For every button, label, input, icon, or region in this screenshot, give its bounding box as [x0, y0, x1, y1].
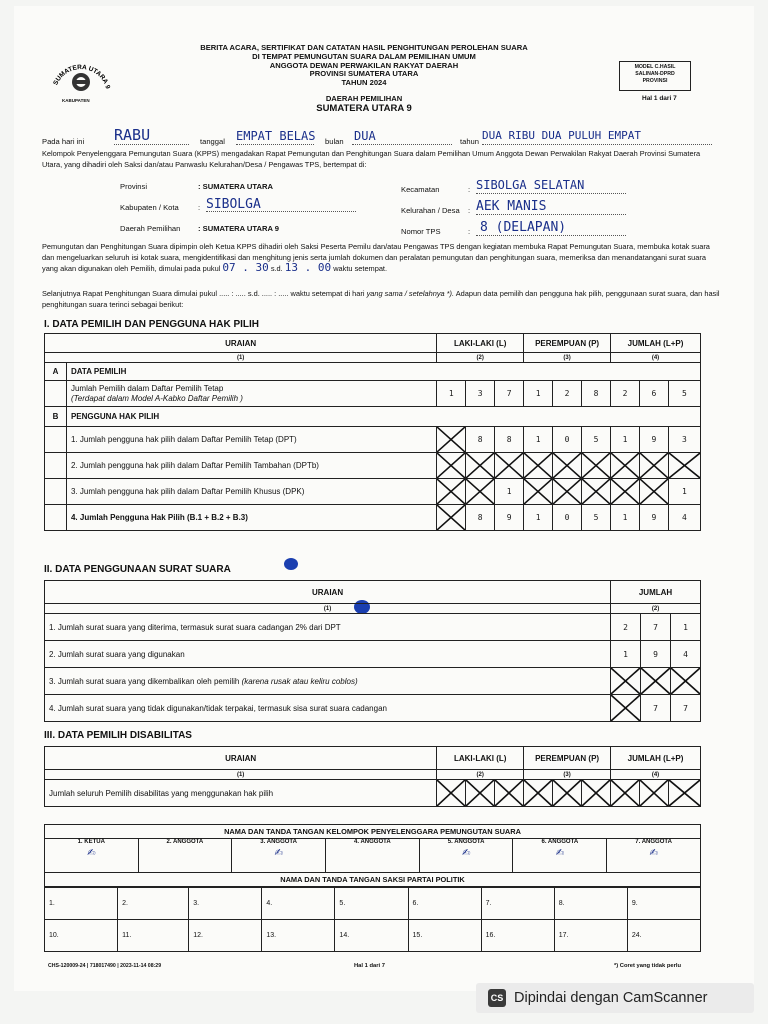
crossed-cell — [466, 479, 495, 505]
crossed-cell — [437, 427, 466, 453]
crossed-cell — [437, 505, 466, 531]
cross-mark-icon — [582, 453, 610, 478]
kpps-signature-row: 1. KETUA ✍ 2. ANGGOTA 3. ANGGOTA ✍ 4. ANGGOTA 5. ANGGOTA ✍ 6. ANGGOTA ✍ 7. ANGGOTA ✍ — [45, 839, 701, 873]
hw-time-end: 13 . 00 — [284, 261, 332, 274]
digit-cell: 9 — [495, 505, 524, 531]
row-ss-4: 4. Jumlah surat suara yang tidak digunakan/tidak terpakai, termasuk sisa surat suara cadangan 7 7 — [45, 695, 701, 722]
digit-cell: 1 — [668, 479, 700, 505]
crossed-cell — [671, 668, 701, 695]
cross-mark-icon — [641, 668, 670, 694]
cross-mark-icon — [553, 453, 581, 478]
page-indicator: Hal 1 dari 7 — [642, 95, 677, 102]
digit-cell: 7 — [641, 695, 671, 722]
hw-kelurahan: AEK MANIS — [476, 199, 547, 214]
digit-cell: 9 — [639, 427, 668, 453]
document-page — [14, 6, 754, 991]
model-box: MODEL C.HASIL SALINAN-DPRD PROVINSI — [619, 61, 691, 91]
cross-mark-icon — [611, 780, 639, 806]
digit-cell: 1 — [611, 427, 640, 453]
crossed-cell — [495, 453, 524, 479]
crossed-cell — [524, 453, 553, 479]
crossed-cell — [524, 780, 553, 807]
digit-cell: 9 — [641, 641, 671, 668]
cross-mark-icon — [669, 780, 700, 806]
row-disabilitas: Jumlah seluruh Pemilih disabilitas yang menggunakan hak pilih — [45, 780, 701, 807]
row-b4: 4. Jumlah Pengguna Hak Pilih (B.1 + B.2 + B.3) 8 9 1 0 5 1 9 4 — [45, 505, 701, 531]
cross-mark-icon — [495, 453, 523, 478]
cross-mark-icon — [466, 479, 494, 504]
digit-cell: 1 — [611, 505, 640, 531]
body-paragraph-1: Pemungutan dan Penghitungan Suara dipimpin oleh Ketua KPPS dihadiri oleh Saksi Peserta Pemilu dan/atau Pengawas TPS dengan kegiatan membuka Rapat Pemungutan Suara, membuka kotak suara dan mengeluarkan seluruh isi kotak suara, mengidentifikasi dan menghitung jenis serta jumlah dokumen dan peralatan pemungutan dan penghitungan suara, memeriksa dan menandatangani surat suara yang akan digunakan oleh Pemilih, dimulai pada pukul 07 . 30 s.d. 13 . 00 waktu setempat. — [42, 242, 710, 274]
crossed-cell — [582, 453, 611, 479]
crossed-cell — [641, 668, 671, 695]
footer-note: *) Coret yang tidak perlu — [614, 963, 681, 969]
cross-mark-icon — [437, 505, 465, 530]
section-3-table: URAIAN LAKI-LAKI (L) PEREMPUAN (P) JUMLAH (L+P) (1) (2) (3) (4) Jumlah seluruh Pemilih disabilitas yang menggunakan hak pilih — [44, 746, 701, 807]
section-2-title: II. DATA PENGGUNAAN SURAT SUARA — [44, 564, 231, 575]
cross-mark-icon — [553, 780, 581, 806]
saksi-table — [44, 887, 701, 952]
digit-cell: 0 — [553, 505, 582, 531]
cross-mark-icon — [524, 453, 552, 478]
cross-mark-icon — [671, 668, 700, 694]
section-2-table: URAIAN JUMLAH (1) (2) 1. Jumlah surat suara yang diterima, termasuk surat suara cadangan 2% dari DPT 2 7 1 2. Jumlah surat suara yang digunakan 1 9 4 3. Jumlah surat suara yang dikembalikan oleh pemilih (karena rusak atau keliru coblos) 4. Jumlah surat suara yang tidak digunakan/tidak terpakai, termasuk sisa surat suara cadangan 7 7 — [44, 580, 701, 722]
crossed-cell — [495, 780, 524, 807]
intro-line: Pada hari ini RABU tanggal EMPAT BELAS bulan DUA tahun DUA RIBU DUA PULUH EMPAT — [42, 130, 722, 148]
digit-cell: 1 — [524, 427, 553, 453]
crossed-cell — [611, 479, 640, 505]
cross-mark-icon — [437, 453, 465, 478]
hw-tahun: DUA RIBU DUA PULUH EMPAT — [482, 129, 641, 142]
crossed-cell — [668, 780, 700, 807]
hw-time-start: 07 . 30 — [222, 261, 269, 274]
hw-kecamatan: SIBOLGA SELATAN — [476, 178, 585, 192]
signature-table: NAMA DAN TANDA TANGAN KELOMPOK PENYELENGGARA PEMUNGUTAN SUARA 1. KETUA ✍ 2. ANGGOTA 3. ANGGOTA ✍ 4. ANGGOTA 5. ANGGOTA ✍ 6. ANGGOTA ✍ 7. ANGGOTA ✍ NAMA DAN TANDA TANGAN SAKSI PARTAI POLITIK — [44, 824, 701, 887]
kpu-logo — [48, 48, 114, 108]
row-b1: 1. Jumlah pengguna hak pilih dalam Daftar Pemilih Tetap (DPT) 8 8 1 0 5 1 9 3 — [45, 427, 701, 453]
digit-cell: 0 — [553, 427, 582, 453]
crossed-cell — [524, 479, 553, 505]
crossed-cell — [553, 780, 582, 807]
digit-cell: 3 — [668, 427, 700, 453]
digit-cell: 9 — [639, 505, 668, 531]
saksi-row-1: 1. 2. 3. 4. 5. 6. 7. 8. 9. — [45, 888, 701, 920]
logo-arc-text: SUMATERA UTARA 9 — [52, 64, 112, 90]
cross-mark-icon — [495, 780, 523, 806]
digit-cell: 1 — [611, 641, 641, 668]
row-ss-3: 3. Jumlah surat suara yang dikembalikan oleh pemilih (karena rusak atau keliru coblos) — [45, 668, 701, 695]
cross-mark-icon — [582, 479, 610, 504]
cross-mark-icon — [611, 668, 640, 694]
digit-cell: 8 — [466, 505, 495, 531]
cross-mark-icon — [524, 479, 552, 504]
digit-cell: 1 — [495, 479, 524, 505]
cross-mark-icon — [553, 479, 581, 504]
dapil-value: SUMATERA UTARA 9 — [316, 102, 412, 114]
saksi-row-2: 10. 11. 12. 13. 14. 15. 16. 17. 24. — [45, 920, 701, 952]
row-a1: Jumlah Pemilih dalam Daftar Pemilih Tetap (Terdapat dalam Model A-Kabko Daftar Pemilih ) 1 3 7 1 2 8 2 6 5 — [45, 381, 701, 407]
body-paragraph-2: Selanjutnya Rapat Penghitungan Suara dimulai pukul ..... : ..... s.d. ..... : ..... waktu setempat di hari yang sama / setelahnya *). Adapun data pemilih dan pengguna hak pilih, penggunaan surat suara, dan hasil penghitungan suara terinci sebagai berikut: — [42, 289, 720, 309]
crossed-cell — [466, 453, 495, 479]
crossed-cell — [553, 479, 582, 505]
cross-mark-icon — [640, 780, 668, 806]
digit-cell: 8 — [466, 427, 495, 453]
row-b3: 3. Jumlah pengguna hak pilih dalam Daftar Pemilih Khusus (DPK) 1 1 — [45, 479, 701, 505]
intro-paragraph: Kelompok Penyelenggara Pemungutan Suara (KPPS) mengadakan Rapat Pemungutan dan Penghitungan Suara dalam Pemilihan Umum Anggota Dewan Perwakilan Rakyat Daerah Provinsi Sumatera Utara, yang dihadiri oleh Saksi dan/atau Panwaslu Kelurahan/Desa / Pengawas TPS, bertempat di: — [42, 149, 701, 169]
crossed-cell — [553, 453, 582, 479]
digit-cell: 8 — [495, 427, 524, 453]
crossed-cell — [611, 695, 641, 722]
crossed-cell — [611, 453, 640, 479]
hw-tps: 8 (DELAPAN) — [480, 220, 567, 235]
cross-mark-icon — [640, 453, 668, 478]
hw-kabupaten: SIBOLGA — [206, 197, 261, 212]
crossed-cell — [639, 453, 668, 479]
crossed-cell — [437, 453, 466, 479]
digit-cell: 5 — [582, 505, 611, 531]
camscanner-label: Dipindai dengan CamScanner — [514, 990, 708, 1006]
digit-cell: 5 — [582, 427, 611, 453]
cross-mark-icon — [640, 479, 668, 504]
dapil-label: DAERAH PEMILIHAN — [325, 93, 403, 103]
crossed-cell — [437, 479, 466, 505]
camscanner-logo-icon: CS — [488, 989, 506, 1007]
digit-cell: 4 — [668, 505, 700, 531]
digit-cell: 1 — [524, 505, 553, 531]
cross-mark-icon — [582, 780, 610, 806]
logo-bottom-text: KABUPATEN — [62, 98, 90, 103]
cross-mark-icon — [611, 479, 639, 504]
location-block: Provinsi : SUMATERA UTARA Kabupaten / Kota : SIBOLGA Daerah Pemilihan : SUMATERA UTARA 9 Kecamatan : SIBOLGA SELATAN Kelurahan / Desa : AEK MANIS Nomor TPS : 8 (DELAPAN) — [120, 176, 700, 236]
cross-mark-icon — [611, 453, 639, 478]
cross-mark-icon — [437, 780, 465, 806]
row-b2: 2. Jumlah pengguna hak pilih dalam Daftar Pemilih Tambahan (DPTb) — [45, 453, 701, 479]
section-3-title: III. DATA PEMILIH DISABILITAS — [44, 730, 192, 741]
cross-mark-icon — [466, 780, 494, 806]
cross-mark-icon — [437, 479, 465, 504]
form-title: BERITA ACARA, SERTIFIKAT DAN CATATAN HASIL PENGHITUNGAN PEROLEHAN SUARA DI TEMPAT PEMUNGUTAN SUARA DALAM PEMILIHAN UMUM ANGGOTA DEWAN PERWAKILAN RAKYAT DAERAH PROVINSI SUMATERA UTARA TAHUN 2024 DAERAH PEMILIHAN SUMATERA UTARA 9 — [164, 44, 564, 114]
hw-hari: RABU — [114, 126, 151, 144]
camscanner-badge — [476, 983, 754, 1013]
digit-cell: 4 — [671, 641, 701, 668]
row-ss-2: 2. Jumlah surat suara yang digunakan 1 9 4 — [45, 641, 701, 668]
crossed-cell — [611, 668, 641, 695]
cross-mark-icon — [669, 453, 700, 478]
cross-mark-icon — [611, 695, 640, 721]
crossed-cell — [611, 780, 640, 807]
digit-cell: 2 — [611, 614, 641, 641]
cross-mark-icon — [466, 453, 494, 478]
crossed-cell — [668, 453, 700, 479]
row-ss-1: 1. Jumlah surat suara yang diterima, termasuk surat suara cadangan 2% dari DPT 2 7 1 — [45, 614, 701, 641]
digit-cell: 7 — [641, 614, 671, 641]
ink-blot — [284, 558, 298, 570]
crossed-cell — [466, 780, 495, 807]
footer-page: Hal 1 dari 7 — [354, 963, 385, 969]
crossed-cell — [437, 780, 466, 807]
footer-code: CHS-120009-24 | 718017490 | 2023-11-14 08:29 — [48, 963, 162, 969]
hw-bulan: DUA — [354, 129, 376, 143]
digit-cell: 1 — [671, 614, 701, 641]
crossed-cell — [582, 780, 611, 807]
cross-mark-icon — [437, 427, 465, 452]
crossed-cell — [582, 479, 611, 505]
crossed-cell — [639, 479, 668, 505]
section-1-table: URAIAN LAKI-LAKI (L) PEREMPUAN (P) JUMLAH (L+P) (1) (2) (3) (4) A DATA PEMILIH Jumlah Pemilih dalam Daftar Pemilih Tetap (Terdapat dalam Model A-Kabko Daftar Pemilih ) 1 3 7 1 2 8 2 6 5 B PENGGUNA HAK PILIH 1. Jumlah pengguna hak pilih dalam Daftar Pemilih Tetap (DPT) 8 8 1 0 5 1 9 3 2. Jumlah pengguna hak pilih dalam Daftar Pemilih Tambahan (DPTb) 3. Jumlah pengguna hak pilih dalam Daftar Pemilih Khusus (DPK) 1 1 4. Jumlah Pengguna Hak Pilih (B.1 + B.2 + B.3) 8 9 1 0 5 1 9 4 — [44, 333, 701, 531]
cross-mark-icon — [524, 780, 552, 806]
section-1-title: I. DATA PEMILIH DAN PENGGUNA HAK PILIH — [44, 319, 259, 330]
hw-tanggal: EMPAT BELAS — [236, 129, 316, 143]
digit-cell: 7 — [671, 695, 701, 722]
crossed-cell — [640, 780, 669, 807]
